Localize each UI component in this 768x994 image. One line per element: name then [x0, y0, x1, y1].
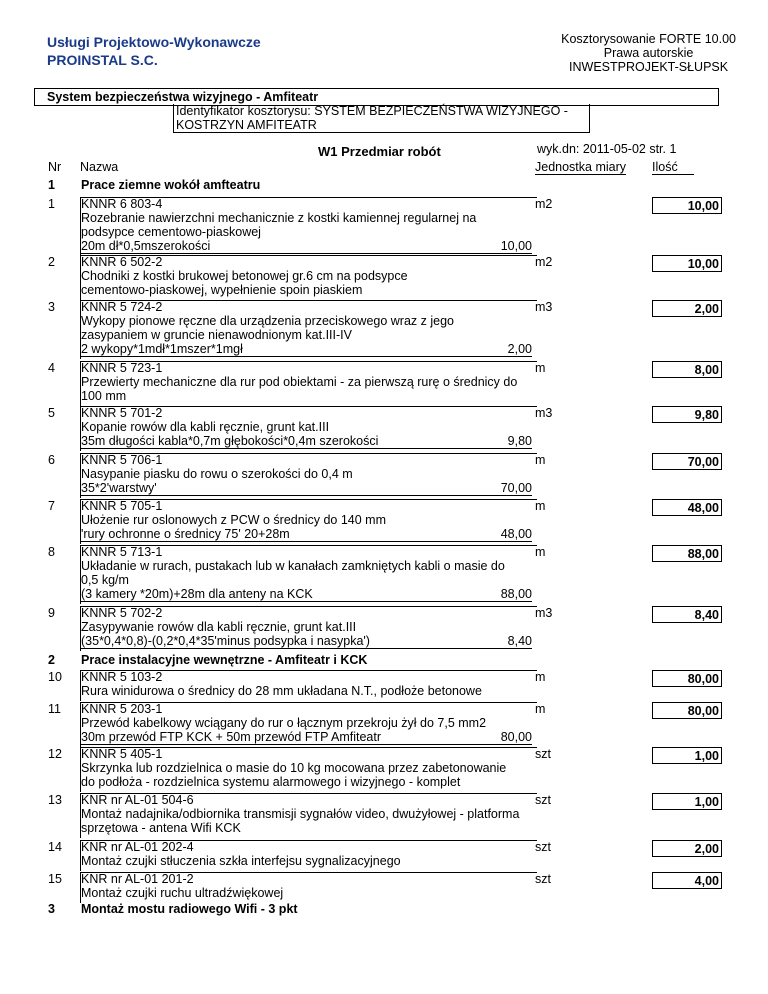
item-quantity: 80,00: [652, 670, 722, 687]
measurement-value: 88,00: [500, 587, 532, 601]
measurement-value: 2,00: [507, 342, 532, 356]
item-description: [80, 702, 532, 745]
measurement-formula: 2 wykopy*1mdł*1mszer*1mgł: [81, 342, 243, 356]
item-code: KNNR 5 706-1: [81, 453, 163, 467]
software-line-1: Kosztorysowanie FORTE 10.00: [561, 32, 736, 46]
item-number: 12: [48, 747, 62, 761]
item-unit: m2: [535, 197, 553, 211]
item-description-line: Rozebranie nawierzchni mechanicznie z kostki kamiennej regularnej na: [81, 211, 477, 225]
item-measurement: [80, 342, 532, 357]
item-unit: m: [535, 545, 546, 559]
item-description: [80, 545, 532, 602]
item-number: 6: [48, 453, 55, 467]
item-description: [80, 606, 532, 649]
item-description-line: Układanie w rurach, pustakach lub w kanałach zamkniętych kabli o masie do: [81, 559, 505, 573]
item-number: 10: [48, 670, 62, 684]
item-number: 7: [48, 499, 55, 513]
item-code: KNNR 5 705-1: [81, 499, 163, 513]
measurement-value: 70,00: [500, 481, 532, 495]
item-quantity: 9,80: [652, 406, 722, 423]
item-quantity: 2,00: [652, 300, 722, 317]
item-quantity: 8,40: [652, 606, 722, 623]
project-name: System bezpieczeństwa wizyjnego - Amfiteatr: [47, 90, 319, 104]
item-unit: szt: [535, 840, 551, 854]
item-description: [80, 453, 532, 496]
item-code: KNNR 5 203-1: [81, 702, 163, 716]
item-unit: m: [535, 702, 546, 716]
company-name: [47, 33, 261, 69]
item-measurement: [80, 730, 532, 745]
item-number: 15: [48, 872, 62, 886]
item-description: [80, 499, 532, 542]
item-description-line: Przewód kabelkowy wciągany do rur o łącznym przekroju żył do 7,5 mm2: [81, 716, 487, 730]
item-code: KNNR 6 803-4: [81, 197, 163, 211]
item-number: 9: [48, 606, 55, 620]
item-description: [80, 361, 532, 403]
item-number: 13: [48, 793, 62, 807]
item-code: KNNR 6 502-2: [81, 255, 163, 269]
item-measurement: [80, 239, 532, 254]
measurement-formula: 30m przewód FTP KCK + 50m przewód FTP Amfiteatr: [81, 730, 381, 744]
item-unit: m3: [535, 606, 553, 620]
item-unit: m3: [535, 300, 553, 314]
item-measurement: [80, 527, 532, 542]
column-header-unit: Jednostka miary: [535, 160, 627, 174]
item-number: 14: [48, 840, 62, 854]
item-description-line: Montaż czujki ruchu ultradźwiękowej: [81, 886, 284, 900]
item-code: KNNR 5 405-1: [81, 747, 163, 761]
item-description-line: Montaż czujki stłuczenia szkła interfejsu sygnalizacyjnego: [81, 854, 401, 868]
item-description-line: Montaż nadajnika/odbiornika transmisji sygnałów video, dwużyłowej - platforma: [81, 807, 520, 821]
item-description-line: Chodniki z kostki brukowej betonowej gr.6 cm na podsypce: [81, 269, 408, 283]
item-description-line: Wykopy pionowe ręczne dla urządzenia przeciskowego wraz z jego: [81, 314, 454, 328]
item-number: 2: [48, 255, 55, 269]
item-description-line: podsypce cementowo-piaskowej: [81, 225, 261, 239]
company-line-2: PROINSTAL S.C.: [47, 52, 158, 68]
item-unit: m: [535, 453, 546, 467]
item-description-line: Przewierty mechaniczne dla rur pod obiektami - za pierwszą rurę o średnicy do: [81, 375, 518, 389]
item-description-line: Kopanie rowów dla kabli ręcznie, grunt kat.III: [81, 420, 330, 434]
item-description-line: do podłoża - rozdzielnica systemu alarmowego i wizyjnego - komplet: [81, 775, 461, 789]
item-description-line: zasypaniem w gruncie nienawodnionym kat.III-IV: [81, 328, 352, 342]
item-unit: m: [535, 499, 546, 513]
item-quantity: 8,00: [652, 361, 722, 378]
item-description: [80, 747, 532, 789]
item-code: KNNR 5 724-2: [81, 300, 163, 314]
item-code: KNNR 5 702-2: [81, 606, 163, 620]
item-number: 1: [48, 197, 55, 211]
measurement-formula: (35*0,4*0,8)-(0,2*0,4*35'minus podsypka i nasypka'): [81, 634, 370, 648]
measurement-formula: 'rury ochronne o średnicy 75' 20+28m: [81, 527, 290, 541]
item-description: [80, 406, 532, 449]
item-measurement: [80, 481, 532, 496]
item-quantity: 2,00: [652, 840, 722, 857]
item-quantity: 10,00: [652, 197, 722, 214]
item-quantity: 88,00: [652, 545, 722, 562]
measurement-formula: (3 kamery *20m)+28m dla anteny na KCK: [81, 587, 313, 601]
item-quantity: 80,00: [652, 702, 722, 719]
measurement-value: 9,80: [507, 434, 532, 448]
software-line-3: INWESTPROJEKT-SŁUPSK: [569, 60, 729, 74]
item-unit: m2: [535, 255, 553, 269]
item-quantity: 1,00: [652, 793, 722, 810]
item-description-line: sprzętowa - antena Wifi KCK: [81, 821, 241, 835]
section-number: 3: [48, 902, 55, 916]
item-code: KNNR 5 701-2: [81, 406, 163, 420]
item-number: 3: [48, 300, 55, 314]
section-name: Montaż mostu radiowego Wifi - 3 pkt: [81, 902, 298, 916]
item-quantity: 70,00: [652, 453, 722, 470]
item-description-line: Nasypanie piasku do rowu o szerokości do 0,4 m: [81, 467, 353, 481]
company-line-1: Usługi Projektowo-Wykonawcze: [47, 34, 261, 50]
item-measurement: [80, 587, 532, 602]
item-description-line: Zasypywanie rowów dla kabli ręcznie, grunt kat.III: [81, 620, 357, 634]
item-measurement: [80, 434, 532, 449]
item-unit: szt: [535, 747, 551, 761]
item-quantity: 1,00: [652, 747, 722, 764]
measurement-value: 10,00: [500, 239, 532, 253]
item-description: [80, 300, 532, 357]
item-unit: m3: [535, 406, 553, 420]
item-measurement: [80, 634, 532, 649]
item-unit: szt: [535, 872, 551, 886]
software-info: [561, 32, 736, 74]
item-description-line: Rura winidurowa o średnicy do 28 mm układana N.T., podłoże betonowe: [81, 684, 482, 698]
measurement-value: 80,00: [500, 730, 532, 744]
item-description-line: 0,5 kg/m: [81, 573, 129, 587]
item-description: [80, 197, 532, 254]
column-header-qty: Ilość: [652, 160, 694, 175]
item-unit: m: [535, 361, 546, 375]
item-quantity: 10,00: [652, 255, 722, 272]
item-description-line: 100 mm: [81, 389, 127, 403]
document-title: W1 Przedmiar robót: [318, 144, 441, 159]
item-number: 8: [48, 545, 55, 559]
item-quantity: 4,00: [652, 872, 722, 889]
item-quantity: 48,00: [652, 499, 722, 516]
document-date-page: wyk.dn: 2011-05-02 str. 1: [537, 142, 677, 156]
item-description: [80, 872, 532, 900]
measurement-formula: 35*2'warstwy': [81, 481, 157, 495]
item-code: KNNR 5 723-1: [81, 361, 163, 375]
identifier-line-1: Identyfikator kosztorysu: SYSTEM BEZPIECZEŃSTWA WIZYJNEGO -: [176, 104, 568, 118]
section-number: 1: [48, 178, 55, 192]
item-description-line: cementowo-piaskowej, wypełnienie spoin piaskiem: [81, 283, 363, 297]
item-number: 5: [48, 406, 55, 420]
measurement-formula: 35m długości kabla*0,7m głębokości*0,4m szerokości: [81, 434, 379, 448]
measurement-value: 8,40: [507, 634, 532, 648]
measurement-value: 48,00: [500, 527, 532, 541]
identifier-line-2: KOSTRZYN AMFITEATR: [176, 118, 317, 132]
item-description: [80, 255, 532, 297]
column-header-name: Nazwa: [80, 160, 119, 174]
item-code: KNR nr AL-01 504-6: [81, 793, 194, 807]
item-unit: szt: [535, 793, 551, 807]
item-description: [80, 793, 532, 835]
item-code: KNNR 5 103-2: [81, 670, 163, 684]
section-name: Prace ziemne wokół amfteatru: [81, 178, 261, 192]
estimate-identifier: [173, 104, 590, 133]
item-code: KNR nr AL-01 201-2: [81, 872, 194, 886]
item-description-line: Skrzynka lub rozdzielnica o masie do 10 kg mocowana przez zabetonowanie: [81, 761, 507, 775]
column-header-nr: Nr: [48, 160, 62, 174]
item-description-line: Ułożenie rur oslonowych z PCW o średnicy do 140 mm: [81, 513, 386, 527]
item-number: 4: [48, 361, 55, 375]
measurement-formula: 20m dł*0,5mszerokości: [81, 239, 211, 253]
section-name: Prace instalacyjne wewnętrzne - Amfiteatr i KCK: [81, 653, 368, 667]
item-unit: m: [535, 670, 546, 684]
item-code: KNNR 5 713-1: [81, 545, 163, 559]
item-code: KNR nr AL-01 202-4: [81, 840, 194, 854]
item-number: 11: [48, 702, 61, 716]
item-description: [80, 840, 532, 868]
software-line-2: Prawa autorskie: [603, 46, 694, 60]
section-number: 2: [48, 653, 55, 667]
item-description: [80, 670, 532, 698]
